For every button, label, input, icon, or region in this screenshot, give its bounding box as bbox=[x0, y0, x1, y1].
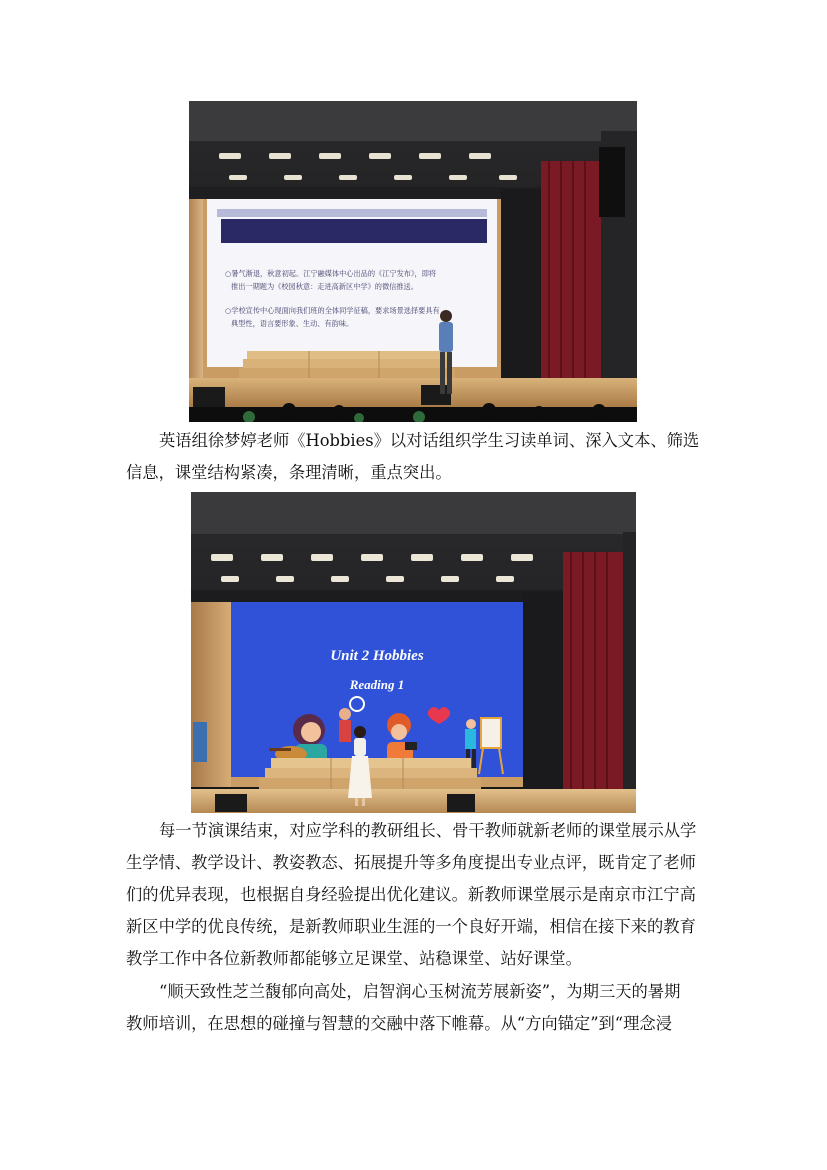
photo-1-caption bbox=[126, 425, 701, 489]
stage-photo-1 bbox=[189, 101, 637, 422]
review-line-1: 每一节演课结束，对应学科的教研组长、骨干教师就新老师的课堂展示从学 bbox=[159, 821, 697, 840]
slide-bullet-1-line-1: ○暑气渐退，秋意初起。江宁融媒体中心出品的《江宁发布》，即将 bbox=[225, 269, 437, 278]
review-line-3: 们的优异表现，也根据自身经验提出优化建议。新教师课堂展示是南京市江宁高 bbox=[126, 885, 696, 904]
closing-line-2: 教师培训，在思想的碰撞与智慧的交融中落下帷幕。从“方向锚定”到“理念浸 bbox=[126, 1014, 672, 1033]
review-line-2: 生学情、教学设计、教姿教态、拓展提升等多角度提出专业点评，既肯定了老师 bbox=[126, 853, 696, 872]
review-line-5: 教学工作中各位新教师都能够立足课堂、站稳课堂、站好课堂。 bbox=[126, 949, 582, 968]
slide-title: Unit 2 Hobbies bbox=[330, 648, 424, 664]
slide-subtitle: Reading 1 bbox=[349, 677, 405, 692]
caption-1-line-2: 信息，课堂结构紧凑，条理清晰，重点突出。 bbox=[126, 463, 452, 482]
slide-bullet-2-line-2: 典型性，语言要形象、生动、有韵味。 bbox=[231, 319, 354, 328]
stage-photo-1-image bbox=[189, 101, 637, 422]
closing-paragraph bbox=[126, 976, 701, 1040]
slide-bullet-1-line-2: 推出一期题为《校园秋意：走进高新区中学》的微信推送。 bbox=[231, 282, 418, 291]
caption-1-line-1: 英语组徐梦婷老师《Hobbies》以对话组织学生习读单词、深入文本、筛选 bbox=[159, 431, 700, 450]
closing-line-1: “顺天致性芝兰馥郁向高处，启智润心玉树流芳展新姿”，为期三天的暑期 bbox=[159, 982, 681, 1001]
stage-photo-2-image bbox=[191, 492, 636, 813]
review-line-4: 新区中学的优良传统，是新教师职业生涯的一个良好开端，相信在接下来的教育 bbox=[126, 917, 696, 936]
review-paragraph bbox=[126, 815, 701, 975]
stage-photo-2 bbox=[191, 492, 636, 813]
slide-bullet-2-line-1: ○学校宣传中心现面向我们班的全体同学征稿，要求场景选择要具有 bbox=[225, 306, 440, 315]
